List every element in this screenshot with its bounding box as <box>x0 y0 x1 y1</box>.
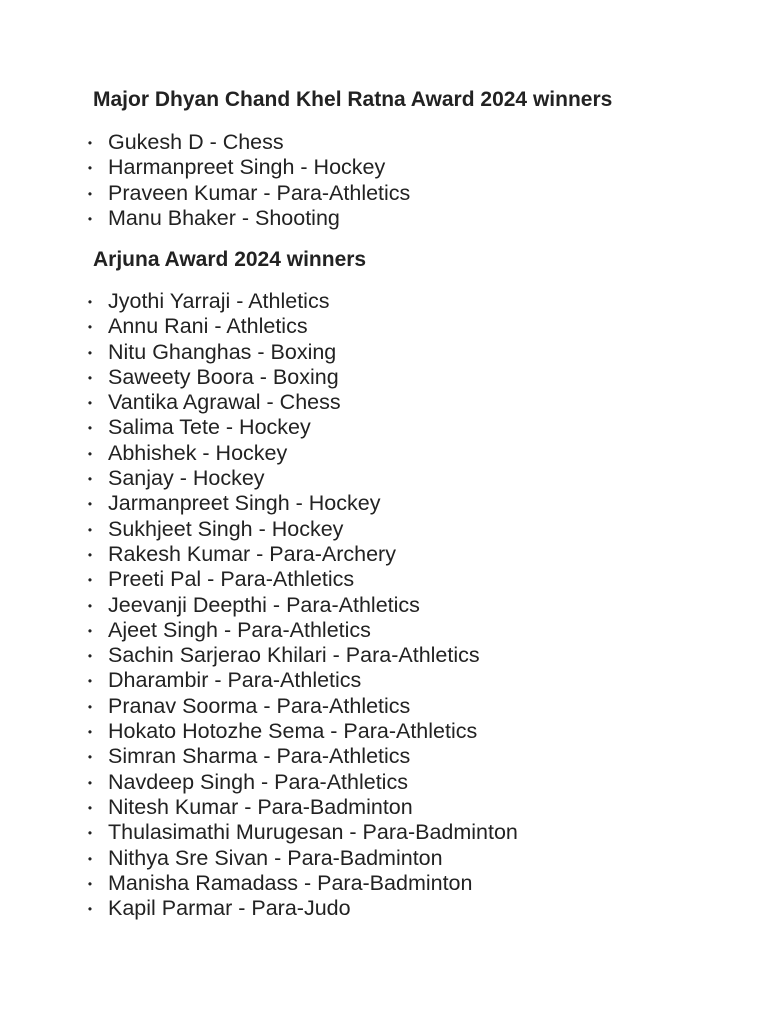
winner-text: Jyothi Yarraji - Athletics <box>108 289 330 313</box>
winner-text: Ajeet Singh - Para-Athletics <box>108 617 371 642</box>
list-item <box>0 744 518 769</box>
list-item <box>0 795 518 820</box>
list-item <box>0 390 518 415</box>
winner-text: Nithya Sre Sivan - Para-Badminton <box>108 845 443 870</box>
bullet-icon: • <box>87 295 93 309</box>
bullet-icon: • <box>87 902 93 917</box>
list-item <box>0 365 518 390</box>
khel-ratna-winners-list <box>0 130 410 231</box>
list-item <box>0 719 518 744</box>
list-item <box>0 415 518 440</box>
winner-text: Harmanpreet Singh - Hockey <box>108 155 386 180</box>
list-item <box>0 181 410 206</box>
bullet-icon: • <box>87 472 93 487</box>
bullet-icon: • <box>87 186 93 201</box>
bullet-icon: • <box>87 826 93 841</box>
winner-text: Sukhjeet Singh - Hockey <box>108 516 344 541</box>
bullet-icon: • <box>87 598 93 613</box>
winner-text: Saweety Boora - Boxing <box>108 364 339 389</box>
bullet-icon: • <box>87 136 93 150</box>
list-item <box>0 694 518 719</box>
list-item <box>0 314 518 339</box>
winner-text: Vantika Agrawal - Chess <box>108 390 341 415</box>
winner-text: Praveen Kumar - Para-Athletics <box>108 180 411 205</box>
list-item <box>0 618 518 643</box>
winner-text: Salima Tete - Hockey <box>108 415 311 440</box>
winner-text: Preeti Pal - Para-Athletics <box>108 567 355 592</box>
winner-text: Manisha Ramadass - Para-Badminton <box>108 870 473 895</box>
bullet-icon: • <box>87 876 93 891</box>
winner-text: Sachin Sarjerao Khilari - Para-Athletics <box>108 643 480 668</box>
winner-text: Pranav Soorma - Para-Athletics <box>108 693 411 718</box>
winner-text: Abhishek - Hockey <box>108 440 288 465</box>
winner-text: Simran Sharma - Para-Athletics <box>108 744 411 769</box>
winner-text: Manu Bhaker - Shooting <box>108 205 340 230</box>
list-item <box>0 206 410 231</box>
list-item <box>0 820 518 845</box>
list-item <box>0 130 410 155</box>
bullet-icon: • <box>87 211 93 226</box>
winner-text: Rakesh Kumar - Para-Archery <box>108 541 396 566</box>
winner-text: Annu Rani - Athletics <box>108 314 308 339</box>
list-item <box>0 491 518 516</box>
bullet-icon: • <box>87 421 93 436</box>
winner-text: Jeevanji Deepthi - Para-Athletics <box>108 592 420 617</box>
bullet-icon: • <box>87 547 93 562</box>
bullet-icon: • <box>87 497 93 512</box>
bullet-icon: • <box>87 370 93 385</box>
winner-text: Jarmanpreet Singh - Hockey <box>108 491 381 516</box>
list-item <box>0 643 518 668</box>
bullet-icon: • <box>87 320 93 335</box>
list-item <box>0 542 518 567</box>
list-item <box>0 871 518 896</box>
arjuna-winners-list <box>0 289 518 921</box>
bullet-icon: • <box>87 623 93 638</box>
list-item <box>0 770 518 795</box>
list-item <box>0 593 518 618</box>
winner-text: Dharambir - Para-Athletics <box>108 668 362 693</box>
list-item <box>0 846 518 871</box>
bullet-icon: • <box>87 725 93 740</box>
list-item <box>0 340 518 365</box>
khel-ratna-heading: Major Dhyan Chand Khel Ratna Award 2024 winners <box>93 88 613 111</box>
list-item <box>0 289 518 314</box>
list-item <box>0 896 518 921</box>
list-item <box>0 441 518 466</box>
bullet-icon: • <box>87 446 93 461</box>
bullet-icon: • <box>87 800 93 815</box>
bullet-icon: • <box>87 750 93 765</box>
bullet-icon: • <box>87 649 93 664</box>
winner-text: Nitesh Kumar - Para-Badminton <box>108 794 413 819</box>
winner-text: Kapil Parmar - Para-Judo <box>108 896 351 921</box>
winner-text: Navdeep Singh - Para-Athletics <box>108 769 408 794</box>
arjuna-heading: Arjuna Award 2024 winners <box>93 248 367 271</box>
bullet-icon: • <box>87 775 93 790</box>
list-item <box>0 668 518 693</box>
bullet-icon: • <box>87 396 93 411</box>
bullet-icon: • <box>87 851 93 866</box>
bullet-icon: • <box>87 522 93 537</box>
list-item <box>0 155 410 180</box>
winner-text: Thulasimathi Murugesan - Para-Badminton <box>108 820 518 845</box>
bullet-icon: • <box>87 345 93 360</box>
list-item <box>0 517 518 542</box>
bullet-icon: • <box>87 699 93 714</box>
list-item <box>0 466 518 491</box>
bullet-icon: • <box>87 161 93 176</box>
winner-text: Nitu Ghanghas - Boxing <box>108 339 337 364</box>
bullet-icon: • <box>87 674 93 689</box>
winner-text: Gukesh D - Chess <box>108 130 284 154</box>
winner-text: Sanjay - Hockey <box>108 466 265 491</box>
winner-text: Hokato Hotozhe Sema - Para-Athletics <box>108 719 478 744</box>
list-item <box>0 567 518 592</box>
bullet-icon: • <box>87 573 93 588</box>
